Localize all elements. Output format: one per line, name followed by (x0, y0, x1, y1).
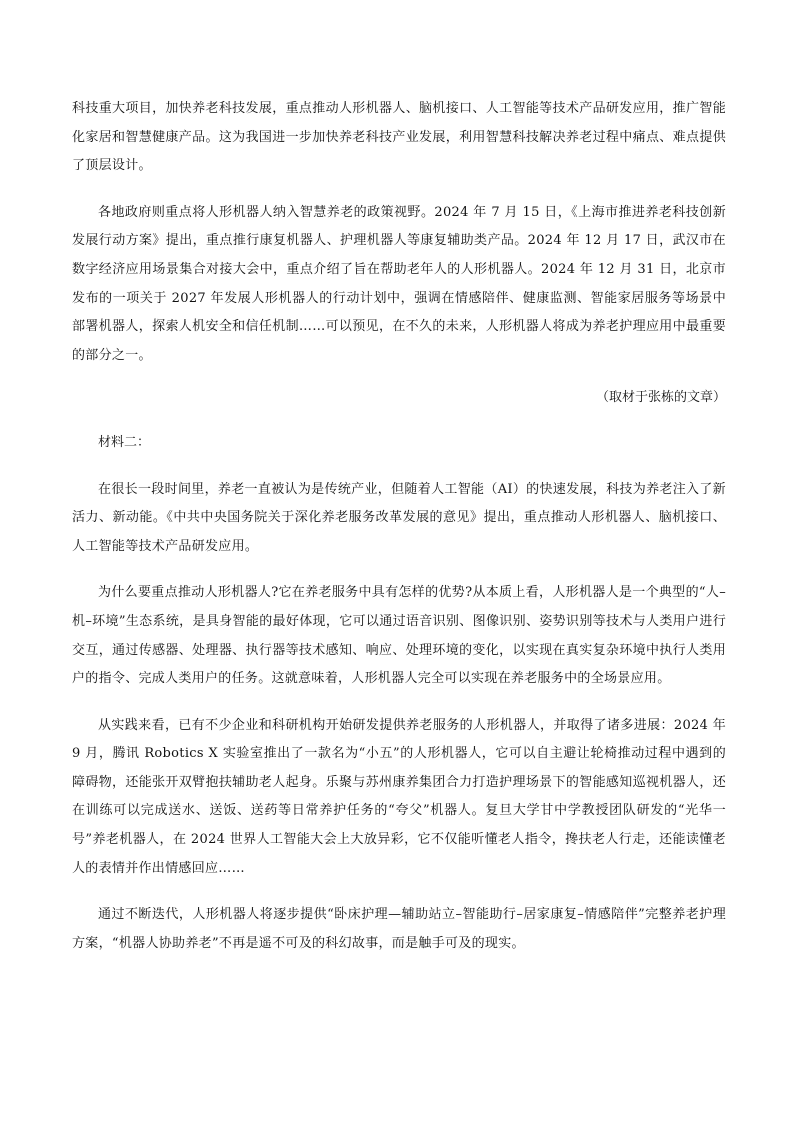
paragraph-1: 科技重大项目，加快养老科技发展，重点推动人形机器人、脑机接口、人工智能等技术产品研发应用，推广智能化家居和智慧健康产品。这为我国进一步加快养老科技产业发展，利用智慧科技解决养老过程中痛点、难点提供了顶层设计。 (72, 101, 726, 174)
paragraph-5: 从实践来看，已有不少企业和科研机构开始研发提供养老服务的人形机器人，并取得了诸多进展：2024 年 9 月，腾讯 Robotics X 实验室推出了一款名为“小五”的人形机器人，它可以自主避让轮椅推动过程中遇到的障碍物，还能张开双臂抱扶辅助老人起身。乐聚与苏州康养集团合力打造护理场景下的智能感知巡视机器人，还在训练可以完成送水、送饭、送药等日常养护任务的“夸父”机器人。复旦大学甘中学教授团队研发的“光华一号”养老机器人，在 2024 世界人工智能大会上大放异彩，它不仅能听懂老人指令，搀扶老人行走，还能读懂老人的表情并作出情感回应…… (72, 717, 726, 876)
paragraph-4: 为什么要重点推动人形机器人?它在养老服务中具有怎样的优势?从本质上看，人形机器人是一个典型的“人–机–环境”生态系统，是具身智能的最好体现，它可以通过语音识别、图像识别、姿势识别等技术与人类用户进行交互，通过传感器、处理器、执行器等技术感知、响应、处理环境的变化，以实现在真实复杂环境中执行人类用户的指令、完成人类用户的任务。这就意味着，人形机器人完全可以实现在养老服务中的全场景应用。 (72, 585, 726, 687)
paragraph-3: 在很长一段时间里，养老一直被认为是传统产业，但随着人工智能（AI）的快速发展，科技为养老注入了新活力、新动能。《中共中央国务院关于深化养老服务改革发展的意见》提出，重点推动人形机器人、脑机接口、人工智能等技术产品研发应用。 (72, 481, 726, 554)
document-page (72, 95, 726, 976)
paragraph-6: 通过不断迭代，人形机器人将逐步提供“卧床护理—辅助站立–智能助行–居家康复–情感陪伴”完整养老护理方案，“机器人协助养老”不再是遥不可及的科幻故事，而是触手可及的现实。 (72, 907, 726, 951)
source-citation: （取材于张栋的文章） (595, 390, 726, 406)
paragraph-2: 各地政府则重点将人形机器人纳入智慧养老的政策视野。2024 年 7 月 15 日，《上海市推进养老科技创新发展行动方案》提出，重点推行康复机器人、护理机器人等康复辅助类产品。2024 年 12 月 17 日，武汉市在数字经济应用场景集合对接大会中，重点介绍了旨在帮助老年人的人形机器人。2024 年 12 月 31 日，北京市发布的一项关于 2027 年发展人形机器人的行动计划中，强调在情感陪伴、健康监测、智能家居服务等场景中部署机器人，探索人机安全和信任机制……可以预见，在不久的未来，人形机器人将成为养老护理应用中最重要的部分之一。 (72, 204, 726, 363)
material-two-heading: 材料二： (98, 434, 151, 450)
